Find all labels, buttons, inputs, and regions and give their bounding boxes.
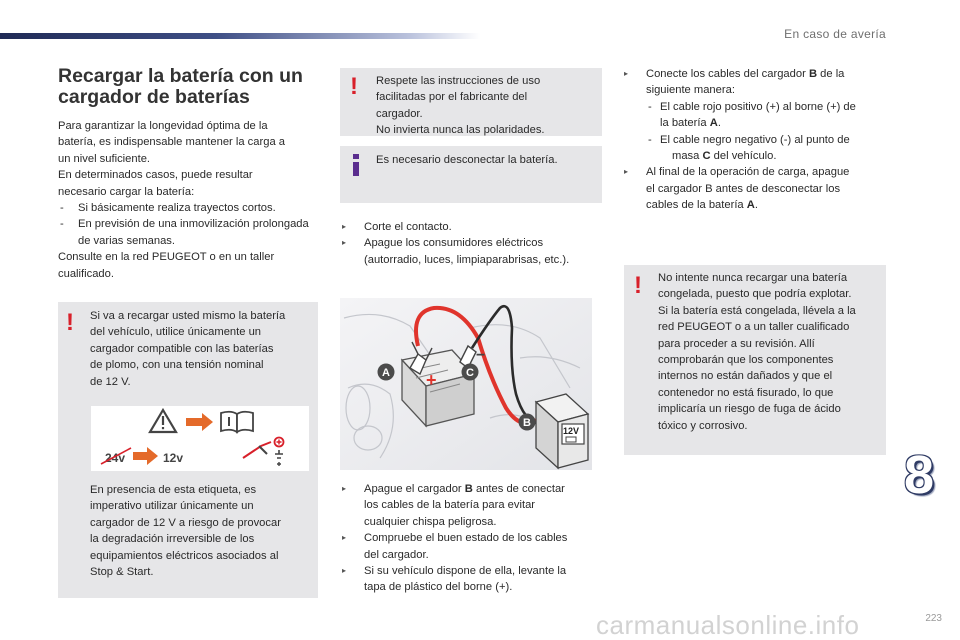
arrow-icon: [186, 413, 213, 431]
intro-line: En determinados casos, puede resultar: [58, 169, 253, 182]
step-text: masa: [672, 150, 703, 163]
warning-text: [376, 73, 596, 139]
step-line: (autorradio, luces, limpiaparabrisas, etc.).: [364, 253, 570, 266]
warning-text-top: [90, 308, 312, 390]
warning-box-frozen: [624, 265, 886, 455]
step-line: [646, 197, 886, 213]
step-text: .: [717, 117, 721, 130]
plus-sign: +: [426, 370, 437, 390]
12v-warning-label: [91, 406, 309, 471]
warning-line: red PEUGEOT o a un taller cualificado: [658, 321, 850, 334]
warning-line: Si la batería está congelada, llévela a la: [658, 304, 856, 317]
step-text: .: [754, 199, 758, 212]
step-bold-ref: C: [702, 150, 711, 163]
sub-step-black: [624, 132, 886, 165]
label-a: A: [382, 367, 390, 379]
watermark: carmanualsonline.info: [596, 610, 860, 640]
exclamation-icon: !: [634, 272, 642, 299]
chapter-number: 8: [904, 445, 935, 505]
steps-list-top: [342, 219, 602, 268]
warning-line: comprobarán que los componentes: [658, 354, 834, 367]
header-gradient-bar: [0, 33, 480, 39]
arrow-bullet-icon: ▸: [342, 566, 347, 576]
charger-voltage: 12V: [563, 426, 580, 436]
intro-line: batería, es indispensable mantener la carga a: [58, 136, 286, 149]
warning-line: contenedor no está fisurado, lo que: [658, 386, 834, 399]
step-text: la batería: [660, 117, 710, 130]
step-line: Corte el contacto.: [364, 221, 452, 233]
step-bold-ref: B: [808, 68, 818, 80]
case-item: - En previsión de una inmovilización prolongada de varias semanas.: [58, 216, 314, 249]
warning-line: para proceder a su revisión. Allí: [658, 337, 815, 350]
label-c-marker: [462, 364, 479, 381]
24v-text: 24v: [105, 451, 126, 465]
intro-line: necesario cargar la batería:: [58, 185, 195, 198]
step-text: del vehículo.: [710, 150, 777, 163]
exclamation-icon: !: [350, 73, 358, 100]
step-line: cualquier chispa peligrosa.: [364, 515, 497, 528]
step-bold-ref: A: [746, 199, 755, 212]
warning-line: de plomo, con una tensión nominal: [90, 359, 264, 372]
step-item: [342, 530, 602, 563]
label-b: B: [523, 417, 531, 429]
step-line: [660, 115, 886, 131]
step-text: antes de conectar: [472, 483, 565, 495]
minus-sign: −: [476, 347, 486, 364]
jumper-clamp-icon: [243, 438, 284, 467]
arrow-icon: [133, 447, 158, 465]
step-line: [660, 148, 886, 164]
warning-line: No invierta nunca las polaridades.: [376, 124, 545, 137]
step-item: [342, 481, 602, 530]
warning-line: En presencia de esta etiqueta, es: [90, 484, 257, 496]
step-line: los cables de la batería para evitar: [364, 499, 536, 512]
steps-list-bottom: [342, 481, 602, 596]
arrow-bullet-icon: ▸: [624, 69, 629, 78]
12v-text: 12v: [163, 451, 184, 465]
step-line: [364, 481, 602, 497]
warning-line: internos no están dañados y que el: [658, 370, 833, 383]
steps-list-right: [624, 66, 886, 214]
intro-line: un nivel suficiente.: [58, 152, 151, 165]
step-line: el cargador B antes de desconectar los: [646, 182, 841, 195]
arrow-bullet-icon: ▸: [342, 484, 347, 493]
warning-line: imperativo utilizar únicamente un: [90, 500, 254, 513]
step-line: Compruebe el buen estado de los cables: [364, 532, 568, 545]
step-text: Apague el cargador: [364, 483, 465, 495]
page-title: Recargar la batería con un cargador de baterías: [58, 65, 303, 108]
intro-column: [58, 66, 314, 282]
step-text: de la: [817, 68, 845, 80]
info-text: Es necesario desconectar la batería.: [376, 154, 558, 166]
manual-book-icon: [221, 412, 253, 432]
step-item: [624, 164, 886, 213]
outro-line: cualificado.: [58, 267, 114, 280]
24v-crossed-label: [101, 448, 131, 465]
step-line: tapa de plástico del borne (+).: [364, 581, 513, 594]
warning-triangle-icon: [150, 410, 176, 432]
warning-text: [658, 270, 882, 434]
warning-line: cargador de 12 V a riesgo de provocar: [90, 516, 281, 529]
arrow-bullet-icon: ▸: [342, 222, 347, 231]
step-bold-ref: B: [464, 483, 473, 495]
step-line: [646, 66, 886, 82]
step-line: Apague los consumidores eléctricos: [364, 237, 544, 250]
step-line: - El cable rojo positivo (+) al borne (+) de: [660, 100, 856, 113]
warning-line: del vehículo, utilice únicamente un: [90, 326, 262, 339]
diagram-drawing: [340, 298, 592, 470]
warning-box-instructions: [340, 68, 602, 136]
step-line: Al final de la operación de carga, apague: [646, 166, 850, 179]
step-line: - El cable negro negativo (-) al punto de: [660, 133, 850, 146]
step-text: Conecte los cables del cargador: [646, 68, 809, 80]
arrow-bullet-icon: ▸: [624, 167, 629, 177]
warning-line: implicaría un riesgo de fuga de ácido: [658, 403, 841, 416]
step-item: [342, 563, 602, 596]
intro-line: Para garantizar la longevidad óptima de la: [58, 120, 268, 132]
page-number: 223: [925, 613, 942, 624]
label-a-marker: [378, 364, 395, 381]
step-line: siguiente manera:: [646, 84, 735, 97]
warning-line: congelada, puesto que podría explotar.: [658, 288, 852, 301]
warning-line: equipamientos eléctricos asociados al: [90, 549, 279, 562]
label-c: C: [466, 367, 474, 379]
warning-line: cargador.: [376, 107, 423, 120]
step-item: [624, 66, 886, 99]
warning-line: Stop & Start.: [90, 566, 154, 579]
warning-line: Si va a recargar usted mismo la batería: [90, 310, 286, 322]
warning-line: facilitadas por el fabricante del: [376, 91, 528, 104]
warning-line: No intente nunca recargar una batería: [658, 272, 848, 284]
warning-line: la degradación irreversible de los: [90, 533, 255, 546]
step-line: del cargador.: [364, 548, 429, 561]
warning-line: tóxico y corrosivo.: [658, 419, 748, 432]
warning-text-bottom: [90, 482, 312, 580]
warning-line: Respete las instrucciones de uso: [376, 75, 541, 87]
step-bold-ref: A: [709, 117, 718, 130]
label-drawing: [91, 406, 309, 471]
step-item: [342, 219, 602, 235]
label-b-marker: [519, 414, 536, 431]
outro-line: Consulte en la red PEUGEOT o en un taller: [58, 251, 275, 264]
exclamation-icon: !: [66, 309, 74, 336]
warning-line: cargador compatible con las baterías: [90, 342, 274, 355]
warning-line: de 12 V.: [90, 375, 131, 388]
step-text: cables de la batería: [646, 199, 747, 212]
case-item: - Si básicamente realiza trayectos cortos.: [58, 200, 314, 216]
step-item: [342, 235, 602, 268]
step-line: Si su vehículo dispone de ella, levante la: [364, 565, 567, 578]
info-box-disconnect: [340, 146, 602, 203]
arrow-bullet-icon: ▸: [342, 533, 347, 543]
battery-charger-diagram: [340, 298, 592, 470]
sub-step-red: [624, 99, 886, 132]
arrow-bullet-icon: ▸: [342, 238, 347, 248]
section-title: En caso de avería: [784, 27, 886, 41]
